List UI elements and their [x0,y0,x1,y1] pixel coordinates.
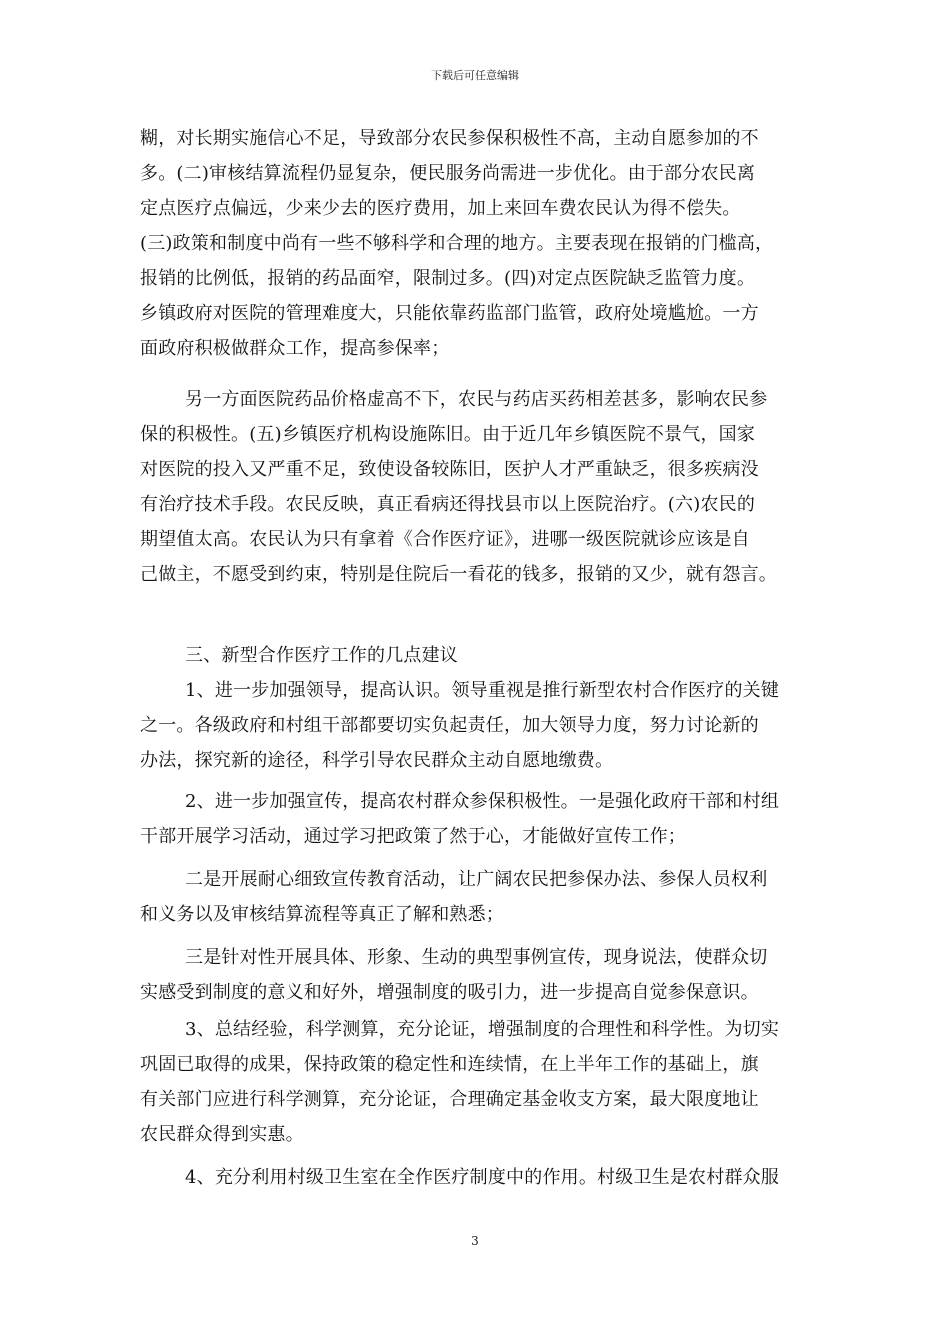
page-number: 3 [471,1234,479,1248]
text-line: 定点医疗点偏远，少来少去的医疗费用，加上来回车费农民认为得不偿失。 [140,198,741,219]
text-line: 巩固已取得的成果，保持政策的稳定性和连续情，在上半年工作的基础上，旗 [140,1054,759,1075]
text-line: 对医院的投入又严重不足，致使设备较陈旧，医护人才严重缺乏，很多疾病没 [140,459,759,480]
text-line: 己做主，不愿受到约束，特别是住院后一看花的钱多，报销的又少，就有怨言。 [140,564,777,585]
text-line: 之一。各级政府和村组干部都要切实负起责任，加大领导力度，努力讨论新的 [140,715,759,736]
text-line: 糊，对长期实施信心不足，导致部分农民参保积极性不高，主动自愿参加的不 [140,128,759,149]
text-line: 农民群众得到实惠。 [140,1124,304,1145]
text-line: 有关部门应进行科学测算，充分论证，合理确定基金收支方案，最大限度地让 [140,1089,759,1110]
text-line: (三)政策和制度中尚有一些不够科学和合理的地方。主要表现在报销的门槛高， [140,233,774,254]
text-line: 和义务以及审核结算流程等真正了解和熟悉； [140,904,504,925]
text-line: 三、新型合作医疗工作的几点建议 [185,645,458,666]
page-header: 下载后可任意编辑 [431,69,519,82]
text-line: 有治疗技术手段。农民反映，真正看病还得找县市以上医院治疗。(六)农民的 [140,494,756,515]
text-line: 期望值太高。农民认为只有拿着《合作医疗证》，进哪一级医院就诊应该是自 [140,529,750,550]
text-line: 办法，探究新的途径，科学引导农民群众主动自愿地缴费。 [140,750,614,771]
text-line: 三是针对性开展具体、形象、生动的典型事例宣传，现身说法，使群众切 [185,947,768,968]
text-line: 4、充分利用村级卫生室在全作医疗制度中的作用。村级卫生是农村群众服 [185,1167,780,1188]
text-line: 2、进一步加强宣传，提高农村群众参保积极性。一是强化政府干部和村组 [185,791,780,812]
text-line: 另一方面医院药品价格虚高不下，农民与药店买药相差甚多，影响农民参 [185,389,768,410]
text-line: 1、进一步加强领导，提高认识。领导重视是推行新型农村合作医疗的关键 [185,680,780,701]
text-line: 二是开展耐心细致宣传教育活动，让广阔农民把参保办法、参保人员权利 [185,869,768,890]
text-line: 多。(二)审核结算流程仍显复杂，便民服务尚需进一步优化。由于部分农民离 [140,163,756,184]
text-line: 实感受到制度的意义和好外，增强制度的吸引力，进一步提高自觉参保意识。 [140,982,759,1003]
text-line: 乡镇政府对医院的管理难度大，只能依靠药监部门监管，政府处境尴尬。一方 [140,303,759,324]
text-line: 干部开展学习活动，通过学习把政策了然于心，才能做好宣传工作； [140,826,686,847]
text-line: 报销的比例低，报销的药品面窄，限制过多。(四)对定点医院缺乏监管力度。 [140,268,756,289]
text-line: 面政府积极做群众工作，提高参保率； [140,338,450,359]
text-line: 3、总结经验，科学测算，充分论证，增强制度的合理性和科学性。为切实 [185,1019,780,1040]
text-line: 保的积极性。(五)乡镇医疗机构设施陈旧。由于近几年乡镇医院不景气，国家 [140,424,756,445]
